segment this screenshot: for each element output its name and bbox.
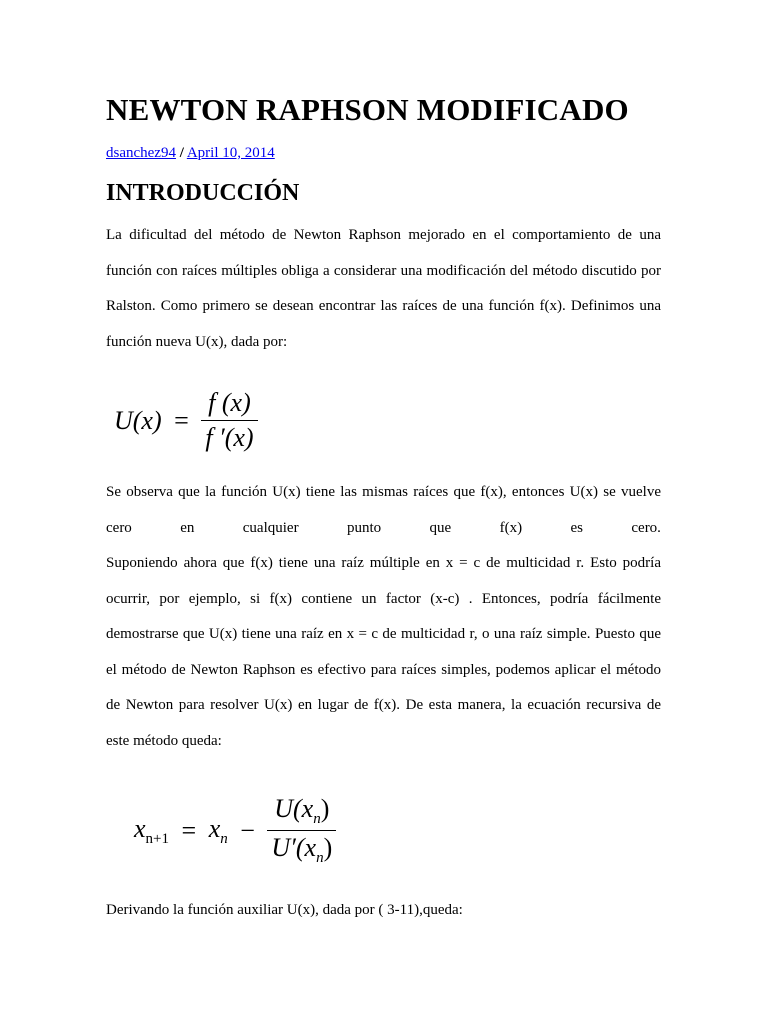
fraction-numerator: f (x) (208, 388, 251, 417)
paragraph-line: demostrarse que U(x) tiene una raíz en x = c de multicidad r, o una raíz simple. Puesto que (106, 626, 661, 642)
fraction-denominator: f ′(x) (201, 420, 257, 453)
equation-equals: = (174, 405, 189, 435)
derivation-paragraph (106, 893, 661, 929)
paragraph-line: La dificultad del método de Newton Raphson mejorado en el comportamiento de una (106, 227, 661, 243)
equation-lhs: $x_{n+1}$ (134, 813, 170, 847)
paragraph-line: ocurrir, por ejemplo, si f(x) contiene un factor (x-c) . Entonces, podría fácilmente (106, 590, 661, 607)
equation-equals: = (181, 815, 197, 845)
section-heading: INTRODUCCIÓN (106, 180, 300, 206)
paragraph-line: este método queda: (106, 732, 222, 749)
paragraph-line: función con raíces múltiples obliga a considerar una modificación del método discutido por (106, 262, 661, 279)
paragraph-line: función nueva U(x), dada por: (106, 333, 288, 350)
fraction-denominator: $U'(x_n)$ (267, 830, 336, 867)
equation-xn: $x_n$ (208, 813, 228, 847)
page-title: NEWTON RAPHSON MODIFICADO (106, 92, 629, 127)
paragraph-line: el método de Newton Raphson es efectivo para raíces simples, podemos aplicar el método (106, 661, 661, 678)
paragraph-line: Suponiendo ahora que f(x) tiene una raíz múltiple en x = c de multicidad r. Esto podría (106, 555, 661, 571)
intro-paragraph (106, 218, 661, 360)
fraction-numerator: $U(x_n)$ (274, 794, 330, 827)
byline-separator: / (179, 145, 184, 161)
post-byline (106, 145, 275, 162)
paragraph-line-spread: cero en cualquier punto que f(x) es cero. (106, 519, 661, 536)
equation-U-definition (114, 388, 258, 453)
explanation-paragraph (106, 475, 661, 759)
equation-minus: − (240, 815, 255, 845)
date-link[interactable]: April 10, 2014 (186, 145, 275, 161)
paragraph-line: Ralston. Como primero se desean encontrar las raíces de una función f(x). Definimos una (106, 298, 661, 314)
paragraph-line: de Newton para resolver U(x) en lugar de f(x). De esta manera, la ecuación recursiva de (106, 697, 661, 713)
author-link[interactable]: dsanchez94 (106, 145, 176, 161)
paragraph-line: Se observa que la función U(x) tiene las mismas raíces que f(x), entonces U(x) se vuelve (106, 484, 661, 500)
equation-recursive (134, 794, 336, 867)
equation-lhs: U(x) (114, 405, 162, 435)
equation-fraction (201, 388, 257, 453)
equation-fraction (267, 794, 336, 867)
paragraph-line: Derivando la función auxiliar U(x), dada por ( 3-11),queda: (106, 902, 463, 918)
